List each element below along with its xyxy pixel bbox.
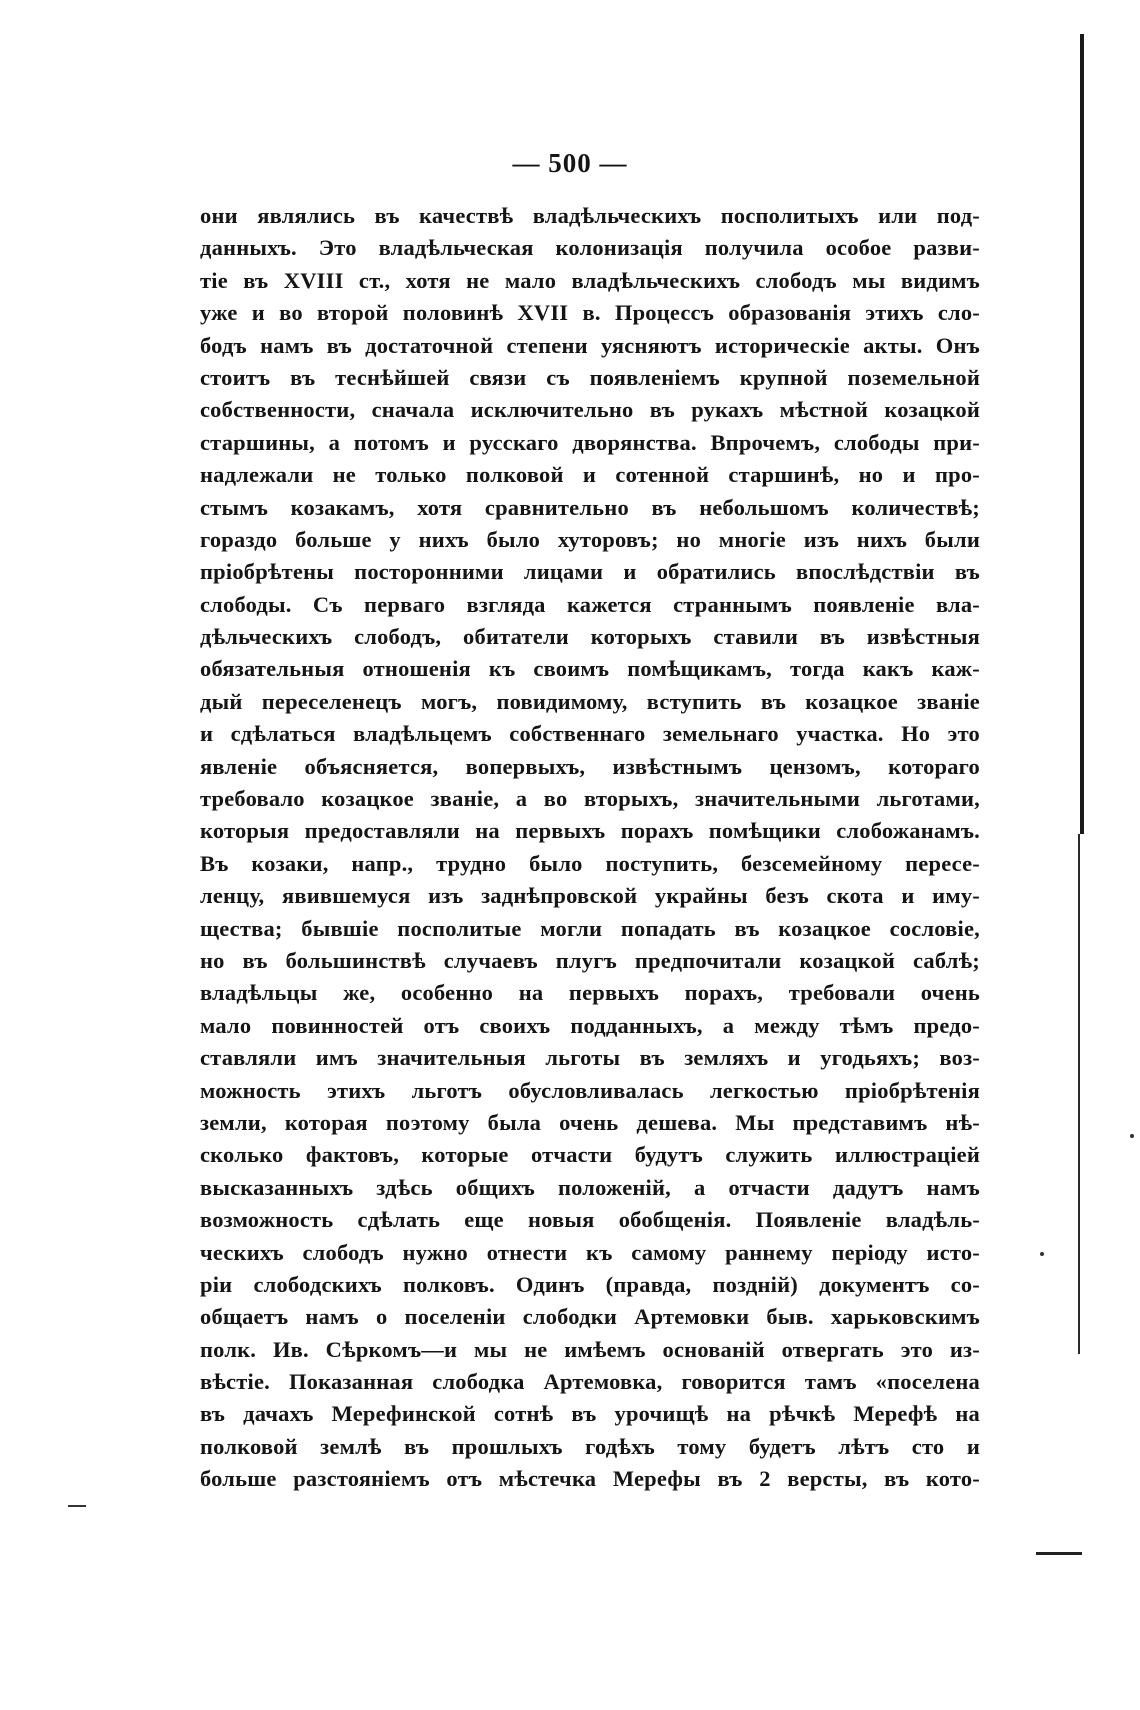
text-line: гораздо больше у нихъ было хуторовъ; но многіе изъ нихъ были <box>200 526 980 552</box>
text-line: въ дачахъ Мерефинской сотнѣ въ урочищѣ на рѣчкѣ Мерефѣ на <box>200 1401 980 1427</box>
text-line: Въ козаки, напр., трудно было поступить, безсемейному пересе- <box>200 850 980 876</box>
body-text <box>200 200 980 1496</box>
text-line: ставляли имъ значительныя льготы въ земляхъ и угодьяхъ; воз- <box>200 1045 980 1071</box>
text-line: ріи слободскихъ полковъ. Одинъ (правда, позднiй) документъ со- <box>200 1271 980 1297</box>
scan-left-mark <box>68 1505 86 1507</box>
text-line: данныхъ. Это владѣльческая колонизація получила особое разви- <box>200 235 980 261</box>
text-line: тіе въ XVIII ст., хотя не мало владѣльческихъ слободъ мы видимъ <box>200 267 980 293</box>
text-line: слободы. Съ перваго взгляда кажется страннымъ появленіе вла- <box>200 591 980 617</box>
text-line: ленцу, явившемуся изъ заднѣпровской украйны безъ скота и иму- <box>200 883 980 909</box>
scan-speck <box>1130 1134 1134 1138</box>
text-line: но въ большинствѣ случаевъ плугъ предпочитали козацкой саблѣ; <box>200 947 980 973</box>
text-line: явленіе объясняется, вопервыхъ, извѣстнымъ цензомъ, котораго <box>200 753 980 779</box>
text-line: стоитъ въ теснѣйшей связи съ появленіемъ крупной поземельной <box>200 364 980 390</box>
text-line: стымъ козакамъ, хотя сравнительно въ небольшомъ количествѣ; <box>200 494 980 520</box>
scan-bottom-mark <box>1036 1552 1082 1555</box>
scan-speck <box>1040 1252 1044 1256</box>
text-line: ческихъ слободъ нужно отнести къ самому раннему періоду исто- <box>200 1239 980 1265</box>
page-number: — 500 — <box>512 148 628 178</box>
text-line: полковой землѣ въ прошлыхъ годѣхъ тому будетъ лѣтъ сто и <box>200 1433 980 1459</box>
text-line: больше разстояніемъ отъ мѣстечка Мерефы въ 2 версты, въ кото- <box>200 1466 980 1492</box>
text-line: дѣльческихъ слободъ, обитатели которыхъ ставили въ извѣстныя <box>200 624 980 650</box>
text-line: возможность сдѣлать еще новыя обобщенія. Появленіе владѣль- <box>200 1207 980 1233</box>
text-line: сколько фактовъ, которые отчасти будутъ служить иллюстраціей <box>200 1142 980 1168</box>
text-line: уже и во второй половинѣ XVII в. Процессъ образованія этихъ сло- <box>200 300 980 326</box>
text-line: бодъ намъ въ достаточной степени уясняютъ историческіе акты. Онъ <box>200 332 980 358</box>
text-line: и сдѣлаться владѣльцемъ собственнаго земельнаго участка. Но это <box>200 721 980 747</box>
text-line: собственности, сначала исключительно въ рукахъ мѣстной козацкой <box>200 397 980 423</box>
scan-edge-rule-thin <box>1078 834 1080 1354</box>
text-line: полк. Ив. Сѣркомъ—и мы не имѣемъ основаній отвергать это из- <box>200 1336 980 1362</box>
text-line: дый переселенецъ могъ, повидимому, вступить въ козацкое званіе <box>200 688 980 714</box>
text-line: можность этихъ льготъ обусловливалась легкостью пріобрѣтенія <box>200 1077 980 1103</box>
text-line: щества; бывшіе посполитые могли попадать въ козацкое сословіе, <box>200 915 980 941</box>
text-line: вѣстіе. Показанная слободка Артемовка, говорится тамъ «поселена <box>200 1369 980 1395</box>
text-line: надлежали не только полковой и сотенной старшинѣ, но и про- <box>200 462 980 488</box>
text-line: мало повинностей отъ своихъ подданныхъ, а между тѣмъ предо- <box>200 1012 980 1038</box>
text-line: старшины, а потомъ и русскаго дворянства. Впрочемъ, слободы при- <box>200 429 980 455</box>
text-line: владѣльцы же, особенно на первыхъ порахъ, требовали очень <box>200 980 980 1006</box>
text-line: пріобрѣтены посторонними лицами и обратились впослѣдствіи въ <box>200 559 980 585</box>
text-line: обязательныя отношенія къ своимъ помѣщикамъ, тогда какъ каж- <box>200 656 980 682</box>
text-line: общаетъ намъ о поселеніи слободки Артемовки быв. харьковскимъ <box>200 1304 980 1330</box>
text-line: высказанныхъ здѣсь общихъ положеній, а отчасти дадутъ намъ <box>200 1174 980 1200</box>
text-line: земли, которая поэтому была очень дешева. Мы представимъ нѣ- <box>200 1109 980 1135</box>
text-line: они являлись въ качествѣ владѣльческихъ посполитыхъ или под- <box>200 203 980 228</box>
text-line: которыя предоставляли на первыхъ порахъ помѣщики слобожанамъ. <box>200 818 980 844</box>
text-line: требовало козацкое званіе, а во вторыхъ, значительными льготами, <box>200 786 980 812</box>
